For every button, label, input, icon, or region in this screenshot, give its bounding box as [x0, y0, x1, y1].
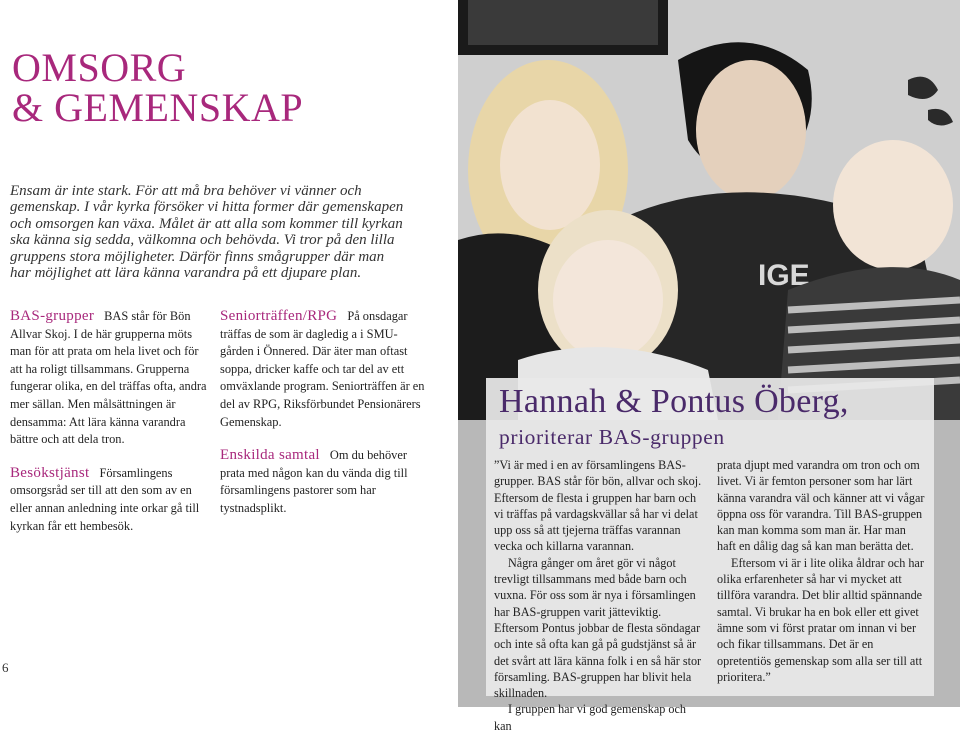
besok-body: Församlingens omsorgsråd ser till att den som av en eller annan anledning inte orkar gå till kyrkan får ett hembesök. [10, 465, 200, 533]
section-bas [10, 308, 213, 449]
title-line-1: OMSORG [12, 45, 187, 90]
feature-col2-paragraph-2: Eftersom vi är i lite olika åldrar och har olika erfarenheter så har vi mycket att tillföra varandra. Det blir alltid spännande samtal. Vi brukar ha en bok eller ett givet ämne som vi först pratar om innan vi ber och fikar tillsammans. Det är en opretentiös gemenskap som alla ser till att prioritera.” [717, 555, 924, 684]
intro-text: Ensam är inte stark. För att må bra behöver vi vänner och gemenskap. I vår kyrka försöker vi hitta former där gemenskapen och omsorgen kan växa. Målet är att alla som kommer till kyrkan ska känna sig sedda, välkomna och behövda. Vi tror på den lilla gruppens stora möjligheter. Därför finns smågrupper där man har möjlighet att lära känna varandra på ett djupare plan. [10, 183, 404, 282]
feature-col2-paragraph-1: prata djupt med varandra om tron och om livet. Vi är femton personer som har lärt känna varandra väl och känner att vi vågar öppna oss för varandra. Till BAS-gruppen kan man komma som man är. Har man haft en dålig dag så kan man berätta det. [717, 458, 925, 554]
feature-subtitle: prioriterar BAS-gruppen [499, 425, 725, 449]
page-number: 6 [2, 660, 9, 675]
samtal-heading: Enskilda samtal [220, 447, 320, 464]
senior-heading: Seniorträffen/RPG [220, 308, 338, 324]
page-title [12, 45, 304, 130]
column-right [220, 308, 425, 534]
svg-text:IGE: IGE [758, 259, 810, 292]
feature-quote-column-2 [717, 457, 927, 685]
left-page [0, 0, 458, 707]
bas-body: BAS står för Bön Allvar Skoj. I de här grupperna möts man för att prata om hela livet och för att ha roligt tillsammans. Grupperna fungerar olika, en del träffas ofta, andra mer sällan. Men målsättningen är densamma: Att lära känna varandra bättre och att dela tron. [10, 309, 207, 447]
bas-heading: BAS-grupper [10, 308, 95, 324]
section-samtal [220, 447, 425, 517]
title-line-2: & GEMENSKAP [12, 85, 304, 130]
feature-title: Hannah & Pontus Öberg, [499, 383, 849, 420]
feature-quote-column-1 [494, 457, 704, 734]
samtal-body: Om du behöver prata med någon kan du vända dig till församlingens pastorer som har tystnadsplikt. [220, 448, 408, 515]
section-besok [10, 465, 213, 535]
feature-col1-paragraph-1: ”Vi är med i en av församlingens BAS-grupper. BAS står för bön, allvar och skoj. Eftersom de flesta i gruppen har barn och vi träffas på vardagskvällar så har vi delat upp oss så att tjejerna träffas varannan vecka och killarna varannan. [494, 458, 702, 554]
besok-heading: Besökstjänst [10, 464, 90, 481]
feature-col1-paragraph-2: Några gånger om året gör vi något trevligt tillsammans med både barn och vuxna. För oss som är nya i församlingen har BAS-gruppen varit jätteviktig. Eftersom Pontus jobbar de flesta söndagar och inte så ofta kan gå på gudstjänst så är det svårt att lära känna folk i en så här stor församling. BAS-gruppen har blivit hela skillnaden. [494, 555, 702, 701]
section-senior [220, 308, 425, 431]
feature-col1-paragraph-3: I gruppen har vi god gemenskap och kan [494, 702, 687, 733]
column-left [10, 308, 213, 551]
senior-body: På onsdagar träffas de som är dagledig a i SMU-gården i Önnered. Där äter man oftast soppa, dricker kaffe och tar del av ett omväxlande program. Seniorträffen är en del av RPG, Riksförbundet Pensionärers Gemenskap. [220, 309, 425, 429]
